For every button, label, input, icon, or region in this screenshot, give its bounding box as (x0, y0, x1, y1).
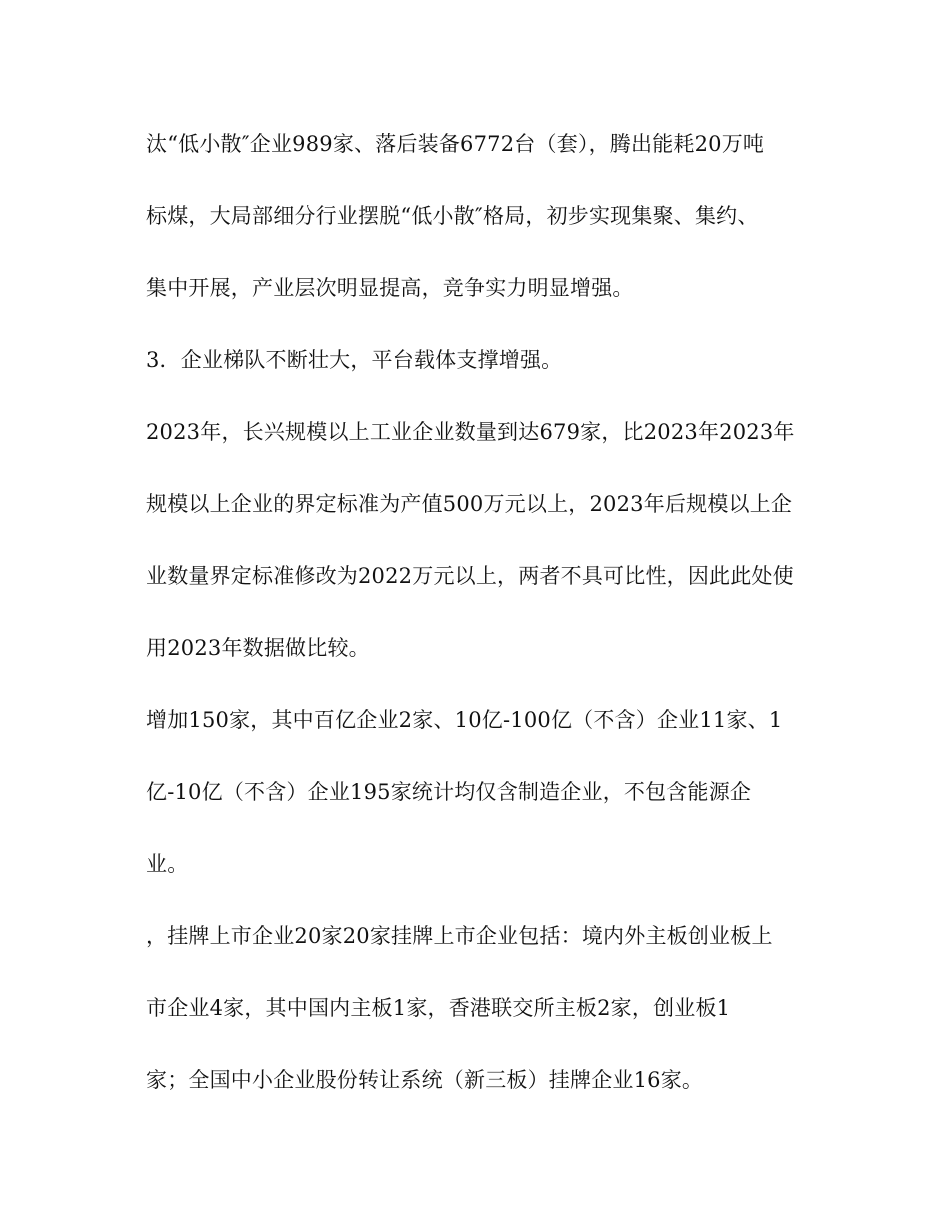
text-line: 规模以上企业的界定标准为产值500万元以上，2023年后规模以上企 (146, 492, 793, 516)
text-line: 用2023年数据做比较。 (146, 636, 370, 660)
text-line: 2023年，长兴规模以上工业企业数量到达679家，比2023年2023年 (146, 420, 795, 444)
text-line: 亿-10亿（不含）企业195家统计均仅含制造企业，不包含能源企 (146, 780, 752, 804)
text-line: 汰“低小散″企业989家、落后装备6772台（套），腾出能耗20万吨 (146, 132, 765, 156)
text-line: 市企业4家，其中国内主板1家，香港联交所主板2家，创业板1 (146, 996, 731, 1020)
section-heading: 3．企业梯队不断壮大，平台载体支撑增强。 (146, 348, 563, 372)
text-line: 集中开展，产业层次明显提高，竞争实力明显增强。 (146, 276, 634, 300)
text-line: ，挂牌上市企业20家20家挂牌上市企业包括：境内外主板创业板上 (146, 924, 773, 948)
text-line: 家；全国中小企业股份转让系统（新三板）挂牌企业16家。 (146, 1068, 704, 1092)
text-line: 业数量界定标准修改为2022万元以上，两者不具可比性，因此此处使 (146, 564, 794, 588)
text-line: 业。 (146, 852, 189, 876)
text-line: 标煤，大局部细分行业摆脱“低小散″格局，初步实现集聚、集约、 (146, 204, 759, 228)
text-line: 增加150家，其中百亿企业2家、10亿-100亿（不含）企业11家、1 (146, 708, 783, 732)
